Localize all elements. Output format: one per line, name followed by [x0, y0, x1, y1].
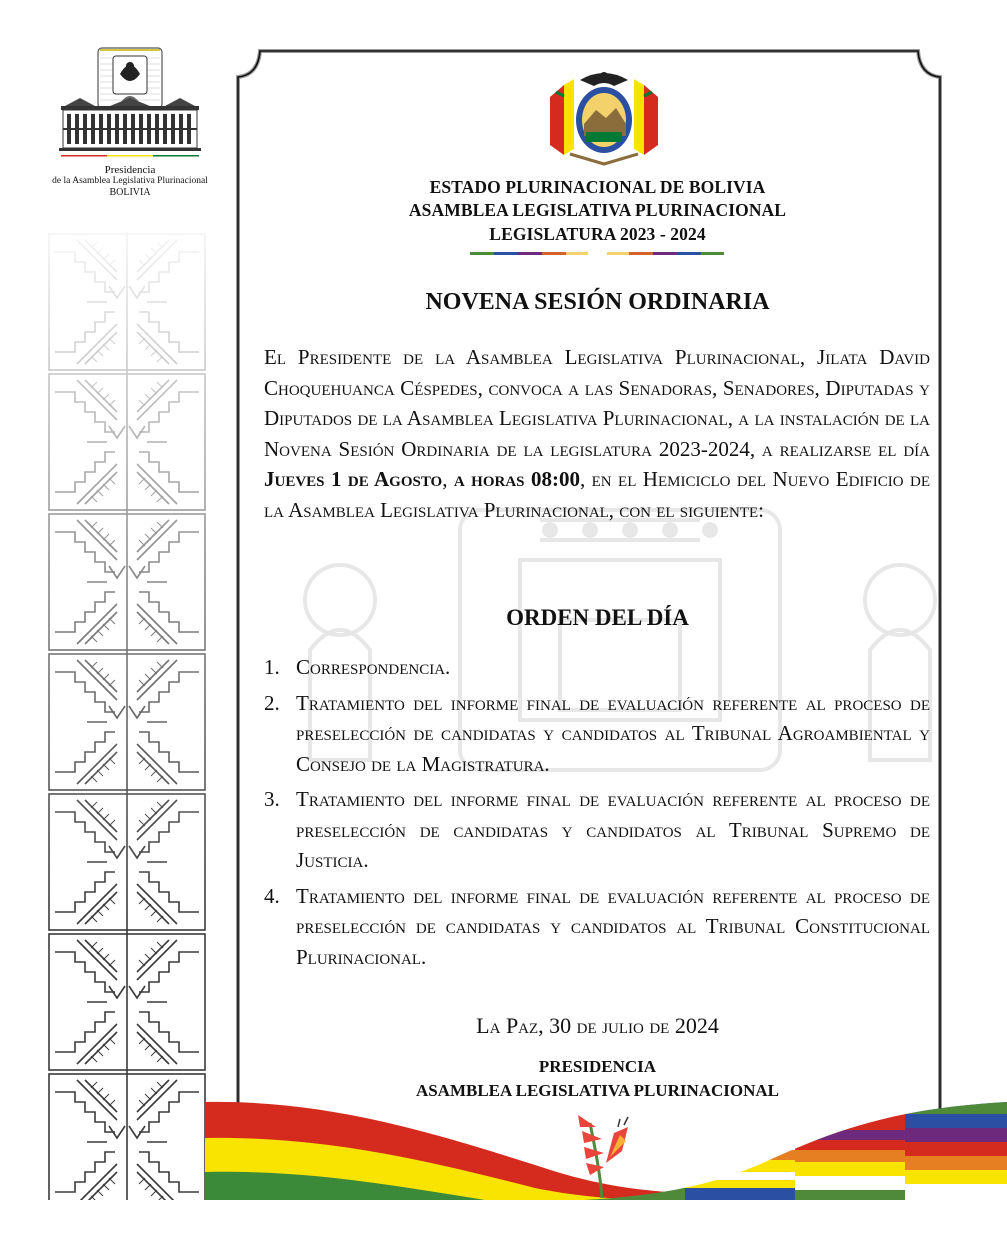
agenda-item-number: 1.: [264, 655, 280, 679]
paragraph-intro: El Presidente de la Asamblea Legislativa Plurinacional, Jilata David Choquehuanca Céspedes, convoca a las Senadoras, Senadores, Diputadas y Diputados de la Asamblea Legislativa Plurinacional, a la instalación de la Novena Sesión Ordinaria de la legislatura 2023-2024, a realizarse el día: [264, 345, 930, 461]
paragraph-outro: , en el Hemiciclo del Nuevo Edificio de la Asamblea Legislativa Plurinacional, con el siguiente:: [264, 467, 930, 522]
signature-presidencia: PRESIDENCIA: [538, 1057, 657, 1076]
presidency-logo: [50, 44, 210, 198]
bolivia-coat-of-arms-icon: [540, 62, 668, 170]
agenda-item-text: Tratamiento del informe final de evaluación referente al proceso de preselección de candidatas y candidatos al Tribunal Constitucional Plurinacional.: [296, 883, 930, 969]
agenda-heading: ORDEN DEL DÍA: [506, 605, 689, 630]
session-time: a horas 08:00: [453, 467, 580, 491]
convocation-paragraph: [264, 342, 930, 525]
logo-line-bolivia: BOLIVIA: [109, 187, 151, 198]
agenda-item-number: 4.: [264, 883, 280, 908]
paragraph-mid: ,: [442, 467, 454, 491]
agenda-item-text: Tratamiento del informe final de evaluación referente al proceso de preselección de candidatas y candidatos al Tribunal Supremo de Justicia.: [296, 787, 930, 872]
header-state: ESTADO PLURINACIONAL DE BOLIVIA: [429, 177, 766, 197]
decorative-rule-left: [470, 252, 588, 255]
kantuta-flower-icon: [570, 1113, 640, 1198]
signature-asamblea: ASAMBLEA LEGISLATIVA PLURINACIONAL: [415, 1081, 780, 1100]
place-date: La Paz, 30 de julio de 2024: [476, 1013, 719, 1038]
agenda-item-text: Tratamiento del informe final de evaluación referente al proceso de preselección de candidatas y candidatos al Tribunal Agroambiental y Consejo de la Magistratura.: [296, 690, 930, 776]
header-legislature: LEGISLATURA 2023 - 2024: [489, 224, 706, 244]
palace-emblem-icon: [55, 44, 205, 162]
logo-line-asamblea: de la Asamblea Legislativa Plurinacional: [52, 176, 208, 186]
decorative-rule-right: [607, 252, 724, 255]
andean-ornament-band: [47, 232, 207, 1200]
logo-line-presidencia: Presidencia: [104, 164, 156, 176]
agenda-item-number: 2.: [264, 690, 280, 715]
agenda-item-text: Correspondencia.: [296, 655, 451, 679]
header-assembly: ASAMBLEA LEGISLATIVA PLURINACIONAL: [408, 200, 787, 220]
agenda-item-number: 3.: [264, 787, 280, 811]
session-date: Jueves 1 de Agosto: [264, 467, 443, 491]
agenda-item: [264, 688, 930, 780]
agenda-item: [264, 881, 930, 973]
session-title: NOVENA SESIÓN ORDINARIA: [425, 289, 770, 315]
agenda-item: [264, 652, 930, 683]
agenda-list: [264, 652, 930, 977]
agenda-item: [264, 784, 930, 876]
